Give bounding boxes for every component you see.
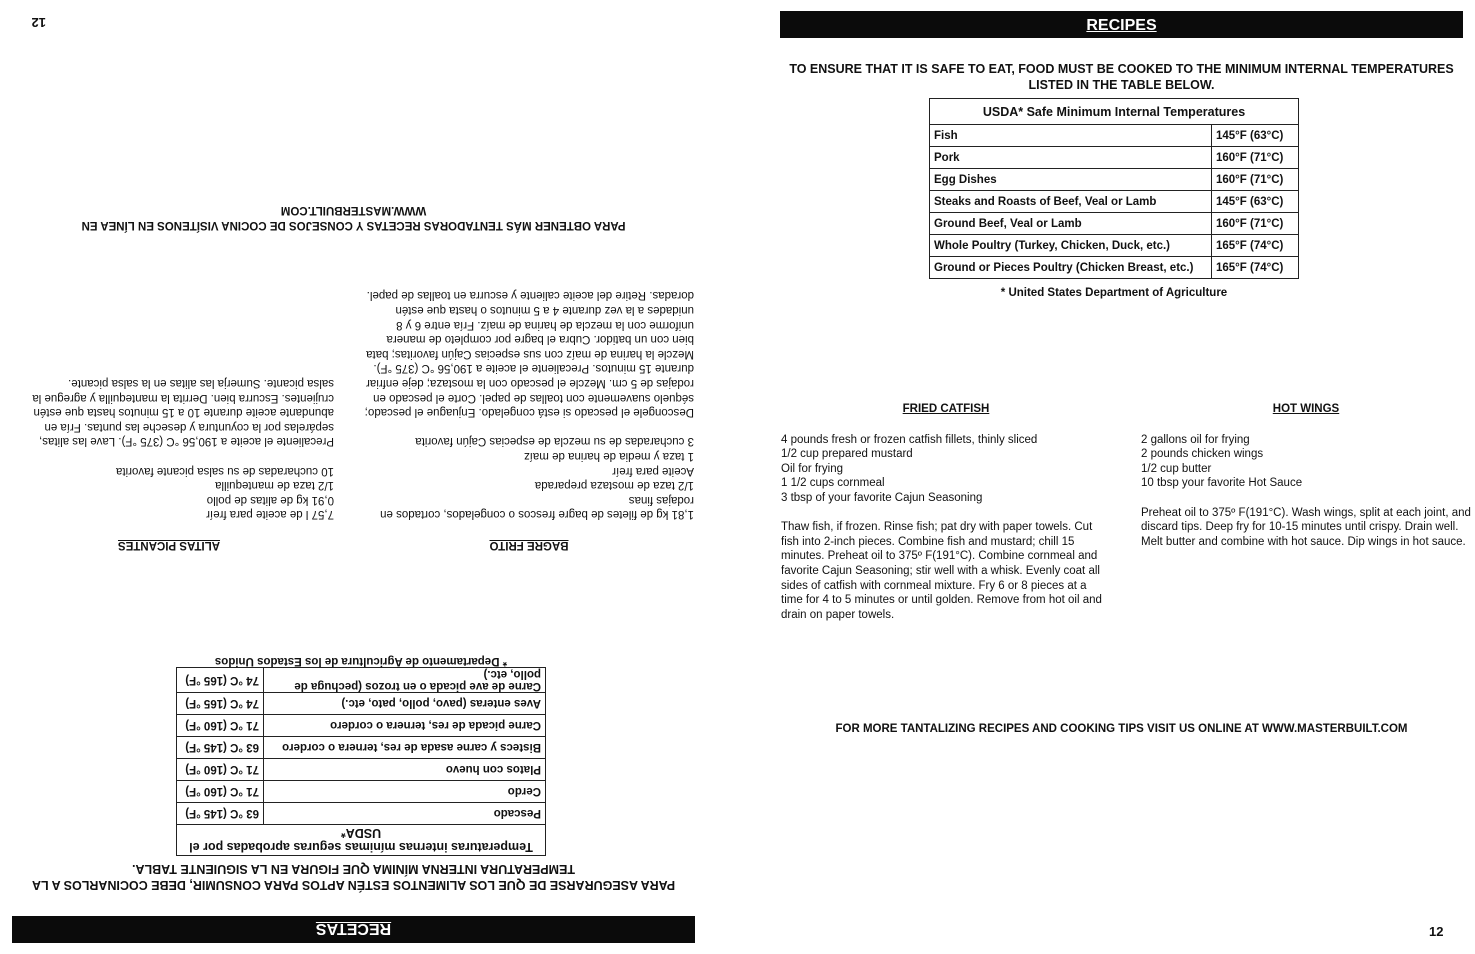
min-temperature: 145°F (63°C) (1212, 125, 1299, 147)
safety-warning: TO ENSURE THAT IT IS SAFE TO EAT, FOOD MUST BE COOKED TO THE MINIMUM INTERNAL TEMPERATURES LISTED IN THE TABLE BELOW. (789, 62, 1454, 92)
food-item: Pork (930, 147, 1212, 169)
ingredient-list (4, 463, 334, 521)
min-temperature: 160°F (71°C) (1212, 169, 1299, 191)
table-row (930, 235, 1299, 257)
ingredient-item: 0,91 kg de alitas de pollo (206, 493, 334, 506)
recetas-banner: RECETAS (12, 916, 695, 943)
min-temperature: 63 °C (145 °F) (177, 737, 264, 759)
ingredient-item: 1 taza y media de harina de maíz (523, 450, 694, 463)
min-temperature: 71 °C (160 °F) (177, 759, 264, 781)
min-temperature: 74 °C (165 °F) (177, 668, 264, 693)
ingredient-item: Oil for frying (781, 462, 843, 475)
food-item: Whole Poultry (Turkey, Chicken, Duck, etc.) (930, 235, 1212, 257)
min-temperature: 145°F (63°C) (1212, 191, 1299, 213)
spanish-temperature-table (176, 667, 546, 856)
ingredient-item: 10 tbsp your favorite Hot Sauce (1141, 477, 1303, 490)
ingredient-item: 1/2 cup prepared mustard (781, 448, 913, 461)
recipe-fried-catfish (781, 402, 1111, 622)
min-temperature: 63 °C (145 °F) (177, 803, 264, 825)
ingredient-item: 7,57 l de aceite para freír (206, 508, 334, 521)
ingredient-item: 1/2 taza de mantequilla (215, 479, 334, 492)
spanish-table-title: Temperaturas internas mínimas seguras aprobadas por el USDA* (177, 825, 546, 856)
recipe-directions: Preheat oil to 375º F(191°C). Wash wings, split at each joint, and discard tips. Deep fry for 10-15 minutes until crispy. Drain well. Melt butter and combine with hot sauce. Dip wings in hot sauce. (1141, 506, 1471, 548)
recipe-title: HOT WINGS (1272, 403, 1340, 415)
ingredient-list (781, 433, 1111, 506)
food-item: Fish (930, 125, 1212, 147)
spanish-page (0, 0, 737, 954)
recipe-hot-wings (1141, 402, 1471, 549)
table-row (930, 213, 1299, 235)
recipe-bagre-frito (364, 288, 694, 552)
min-temperature: 165°F (74°C) (1212, 235, 1299, 257)
min-temperature: 160°F (71°C) (1212, 213, 1299, 235)
ingredient-item: 2 gallons oil for frying (1141, 433, 1250, 446)
table-row (930, 257, 1299, 279)
food-item: Pescado (264, 803, 546, 825)
min-temperature: 71 °C (160 °F) (177, 781, 264, 803)
food-item: Ground or Pieces Poultry (Chicken Breast, etc.) (930, 257, 1212, 279)
table-row (177, 781, 546, 803)
min-temperature: 165°F (74°C) (1212, 257, 1299, 279)
table-row (930, 191, 1299, 213)
table-row (177, 759, 546, 781)
ingredient-item: 1 1/2 cups cornmeal (781, 477, 885, 490)
table-row (930, 125, 1299, 147)
recipe-alitas-picantes (4, 375, 334, 552)
min-temperature: 160°F (71°C) (1212, 147, 1299, 169)
ingredient-item: 1/2 taza de mostaza preparada (534, 479, 694, 492)
table-title: USDA* Safe Minimum Internal Temperatures (930, 99, 1299, 125)
recipe-title: BAGRE FRITO (489, 539, 569, 551)
usda-footnote: * United States Department of Agriculture (1000, 287, 1228, 299)
usda-temperature-table (929, 98, 1299, 279)
ingredient-list (1141, 433, 1471, 491)
ingredient-item: 10 cucharadas de su salsa picante favorita (116, 464, 334, 477)
food-item: Aves enteras (pavo, pollo, pato, etc.) (264, 693, 546, 715)
table-row (177, 737, 546, 759)
ingredient-item: 3 tbsp of your favorite Cajun Seasoning (781, 491, 983, 504)
food-item: Egg Dishes (930, 169, 1212, 191)
food-item: Steaks and Roasts of Beef, Veal or Lamb (930, 191, 1212, 213)
spanish-safety-warning: PARA ASEGURARSE DE QUE LOS ALIMENTOS ESTÉN APTOS PARA CONSUMIR, DEBE COCINARLOS A LA TEMPERATURA INTERNA MÍNIMA QUE FIGURA EN LA SIGUIENTE TABLA. (31, 862, 676, 892)
food-item: Carne picada de res, ternera o cordero (264, 715, 546, 737)
recipe-title: ALITAS PICANTES (118, 539, 221, 551)
ingredient-item: 3 cucharadas de su mezcla de especias Cajún favorita (415, 435, 694, 448)
table-row (177, 693, 546, 715)
ingredient-item: 2 pounds chicken wings (1141, 448, 1264, 461)
spanish-page-number: 12 (31, 15, 46, 30)
ingredient-item: 4 pounds fresh or frozen catfish fillets, thinly sliced (781, 433, 1038, 446)
food-item: Cerdo (264, 781, 546, 803)
spanish-more-recipes-note: PARA OBTENER MÁS TENTADORAS RECETAS Y CONSEJOS DE COCINA VISÍTENOS EN LÍNEA EN WWW.MASTERBUILT.COM (81, 204, 626, 231)
ingredient-item: Aceite para freír (612, 464, 694, 477)
ingredient-list (364, 434, 694, 522)
table-row (930, 169, 1299, 191)
table-row (930, 147, 1299, 169)
recipe-title: FRIED CATFISH (902, 403, 990, 415)
food-item: Carne de ave picada o en trozos (pechuga de pollo, etc.) (264, 668, 546, 693)
table-row (177, 803, 546, 825)
ingredient-item: 1,81 kg de filetes de bagre frescos o congelados, cortados en rodajas finas (380, 493, 694, 521)
recipe-directions: Precaliente el aceite a 190,56 °C (375 °F). Lave las alitas, sepárelas por la coyuntura y deseche las puntas. Fría en abundante aceite durante 10 a 15 minutos hasta que estén crujientes. Escurra bien. Derrita la mantequilla y agregue la salsa picante. Sumerja las alitas en la salsa picante. (32, 377, 334, 448)
english-page (738, 0, 1475, 954)
food-item: Ground Beef, Veal or Lamb (930, 213, 1212, 235)
spanish-usda-footnote: * Departamento de Agricultura de los Estados Unidos (214, 655, 508, 667)
food-item: Bistecs y carne asada de res, ternera o cordero (264, 737, 546, 759)
min-temperature: 74 °C (165 °F) (177, 693, 264, 715)
recipe-directions: Descongele el pescado si está congelado. Enjuague el pescado; séquelo suavemente con toallas de papel. Corte el pescado en rodajas de 5 cm. Mezcle el pescado con la mostaza; deje enfriar durante 15 minutos. Precaliente el aceite a 190,56 °C (375 °F). Mezcle la harina de maíz con sus especias Cajún favoritas; bata bien con un batidor. Cubra el bagre por completo de manera uniforme con la mezcla de harina de maíz. Fría entre 6 y 8 unidades a la vez durante 4 a 5 minutos o hasta que estén doradas. Retire del aceite caliente y escurra en toallas de papel. (364, 289, 694, 419)
food-item: Platos con huevo (264, 759, 546, 781)
min-temperature: 71 °C (160 °F) (177, 715, 264, 737)
page-number: 12 (1429, 924, 1444, 939)
recipe-directions: Thaw fish, if frozen. Rinse fish; pat dry with paper towels. Cut fish into 2-inch pieces. Combine fish and mustard; chill 15 minutes. Preheat oil to 375º F(191°C). Combine cornmeal and favorite Cajun Seasoning; stir well with a whisk. Evenly coat all sides of catfish with cornmeal mixture. Fry 6 or 8 pieces at a time for 4 to 5 minutes or until golden. Remove from hot oil and drain on paper towels. (781, 521, 1102, 621)
more-recipes-note: FOR MORE TANTALIZING RECIPES AND COOKING TIPS VISIT US ONLINE AT WWW.MASTERBUILT.COM (835, 723, 1408, 735)
table-row (177, 668, 546, 693)
ingredient-item: 1/2 cup butter (1141, 462, 1212, 475)
table-row (177, 715, 546, 737)
recipes-banner: RECIPES (780, 11, 1463, 38)
